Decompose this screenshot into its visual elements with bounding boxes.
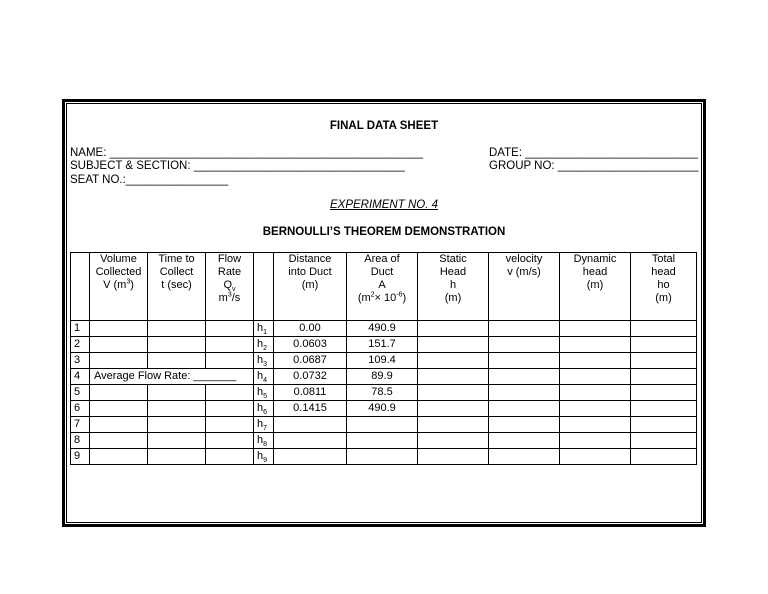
velocity-cell [489, 337, 560, 353]
row-number: 2 [71, 337, 90, 353]
dynamic-head-cell [560, 353, 631, 369]
time-cell [148, 385, 206, 401]
seat-no-field: SEAT NO.:________________ [70, 174, 229, 186]
dynamic-head-cell [560, 321, 631, 337]
header-velocity: velocity v (m/s) [489, 253, 560, 321]
area-cell: 151.7 [347, 337, 418, 353]
volume-cell [90, 401, 148, 417]
volume-cell [90, 449, 148, 465]
dynamic-head-cell [560, 417, 631, 433]
distance-cell: 0.0732 [274, 369, 347, 385]
volume-cell [90, 337, 148, 353]
row-number: 1 [71, 321, 90, 337]
h-label: $h_7$ [254, 417, 274, 433]
static-head-cell [418, 321, 489, 337]
flow-rate-cell [206, 385, 254, 401]
flow-rate-cell [206, 337, 254, 353]
flow-rate-cell [206, 449, 254, 465]
area-cell: 490.9 [347, 401, 418, 417]
flow-rate-cell [206, 321, 254, 337]
distance-cell [274, 433, 347, 449]
experiment-title: BERNOULLI’S THEOREM DEMONSTRATION [262, 226, 506, 238]
volume-cell [90, 433, 148, 449]
distance-cell: 0.0811 [274, 385, 347, 401]
time-cell [148, 433, 206, 449]
area-cell [347, 417, 418, 433]
static-head-cell [418, 385, 489, 401]
time-cell [148, 401, 206, 417]
static-head-cell [418, 337, 489, 353]
dynamic-head-cell [560, 433, 631, 449]
header-area: Area of Duct A $(m^2\times 10^{-6})$ [347, 253, 418, 321]
header-total-head: Total head ho (m) [631, 253, 697, 321]
area-cell: 78.5 [347, 385, 418, 401]
dynamic-head-cell [560, 449, 631, 465]
h-label: $h_4$ [254, 369, 274, 385]
header-time: Time to Collect t (sec) [148, 253, 206, 321]
velocity-cell [489, 433, 560, 449]
volume-cell [90, 385, 148, 401]
row-number: 8 [71, 433, 90, 449]
total-head-cell [631, 385, 697, 401]
h-label: $h_2$ [254, 337, 274, 353]
header-distance: Distance into Duct (m) [274, 253, 347, 321]
velocity-cell [489, 385, 560, 401]
velocity-cell [489, 449, 560, 465]
static-head-cell [418, 449, 489, 465]
table-row [71, 417, 697, 433]
table-header-row [71, 253, 697, 321]
area-cell [347, 449, 418, 465]
time-cell [148, 417, 206, 433]
row-number: 6 [71, 401, 90, 417]
distance-cell [274, 417, 347, 433]
total-head-cell [631, 353, 697, 369]
total-head-cell [631, 401, 697, 417]
area-cell [347, 433, 418, 449]
flow-rate-cell [206, 401, 254, 417]
header-index [71, 253, 90, 321]
area-cell: 89.9 [347, 369, 418, 385]
experiment-number: EXPERIMENT NO. 4 [330, 199, 438, 211]
header-static-head: Static Head h (m) [418, 253, 489, 321]
table-row [71, 369, 697, 385]
area-cell: 490.9 [347, 321, 418, 337]
time-cell [148, 353, 206, 369]
total-head-cell [631, 433, 697, 449]
h-label: $h_1$ [254, 321, 274, 337]
header-flow-rate: Flow Rate $Q_v$ $m^3/s$ [206, 253, 254, 321]
flow-rate-cell [206, 417, 254, 433]
table-row [71, 337, 697, 353]
table-row [71, 433, 697, 449]
data-table [70, 252, 697, 465]
table-row [71, 401, 697, 417]
h-label: $h_8$ [254, 433, 274, 449]
header-volume: Volume Collected V $(m^3)$ [90, 253, 148, 321]
dynamic-head-cell [560, 385, 631, 401]
table-row [71, 321, 697, 337]
static-head-cell [418, 433, 489, 449]
average-flow-rate: Average Flow Rate: _______ [90, 369, 254, 385]
distance-cell [274, 449, 347, 465]
distance-cell: 0.0603 [274, 337, 347, 353]
row-number: 3 [71, 353, 90, 369]
volume-cell [90, 353, 148, 369]
h-label: $h_3$ [254, 353, 274, 369]
total-head-cell [631, 449, 697, 465]
dynamic-head-cell [560, 401, 631, 417]
total-head-cell [631, 321, 697, 337]
subject-section-field: SUBJECT & SECTION: _________________________________ [70, 160, 405, 172]
flow-rate-cell [206, 433, 254, 449]
dynamic-head-cell [560, 369, 631, 385]
header-h-label [254, 253, 274, 321]
distance-cell: 0.1415 [274, 401, 347, 417]
dynamic-head-cell [560, 337, 631, 353]
total-head-cell [631, 369, 697, 385]
area-cell: 109.4 [347, 353, 418, 369]
volume-cell [90, 417, 148, 433]
velocity-cell [489, 401, 560, 417]
row-number: 5 [71, 385, 90, 401]
static-head-cell [418, 353, 489, 369]
h-label: $h_5$ [254, 385, 274, 401]
data-sheet [62, 99, 706, 527]
velocity-cell [489, 417, 560, 433]
velocity-cell [489, 369, 560, 385]
date-field: DATE: ___________________________ [489, 147, 698, 159]
volume-cell [90, 321, 148, 337]
h-label: $h_9$ [254, 449, 274, 465]
flow-rate-cell [206, 353, 254, 369]
table-row [71, 353, 697, 369]
distance-cell: 0.00 [274, 321, 347, 337]
static-head-cell [418, 369, 489, 385]
velocity-cell [489, 353, 560, 369]
name-field: NAME: _________________________________________________ [70, 147, 424, 159]
total-head-cell [631, 337, 697, 353]
time-cell [148, 449, 206, 465]
static-head-cell [418, 417, 489, 433]
row-number: 4 [71, 369, 90, 385]
time-cell [148, 337, 206, 353]
table-row [71, 385, 697, 401]
sheet-title: FINAL DATA SHEET [329, 120, 439, 132]
table-row [71, 449, 697, 465]
h-label: $h_6$ [254, 401, 274, 417]
distance-cell: 0.0687 [274, 353, 347, 369]
row-number: 7 [71, 417, 90, 433]
row-number: 9 [71, 449, 90, 465]
velocity-cell [489, 321, 560, 337]
static-head-cell [418, 401, 489, 417]
group-no-field: GROUP NO: ______________________ [489, 160, 699, 172]
total-head-cell [631, 417, 697, 433]
header-dynamic-head: Dynamic head (m) [560, 253, 631, 321]
time-cell [148, 321, 206, 337]
